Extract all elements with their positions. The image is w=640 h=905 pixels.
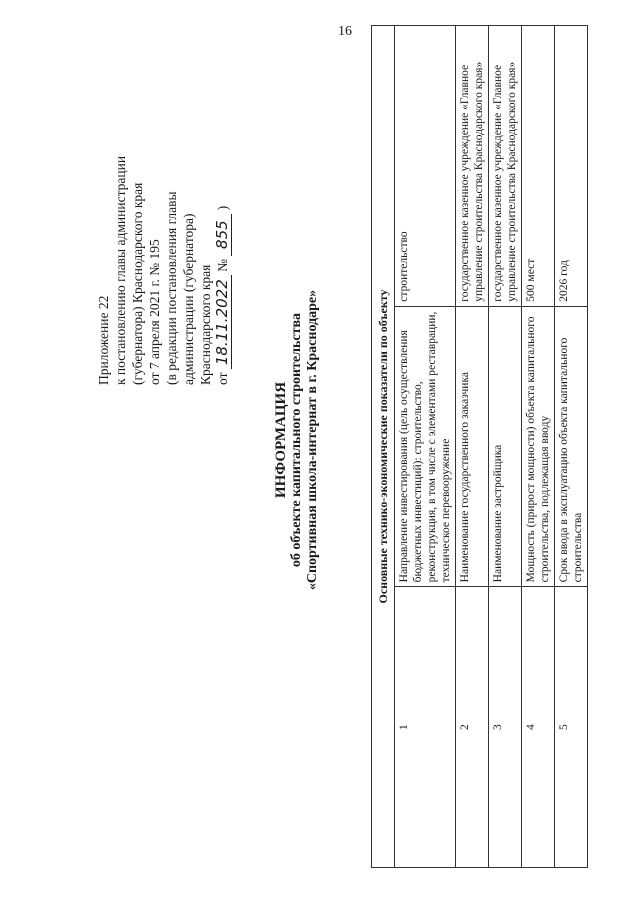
table-row (456, 26, 489, 868)
row-number: 3 (489, 587, 522, 868)
row-value: строительство (395, 26, 456, 307)
table-row (489, 26, 522, 868)
row-label: Мощность (прирост мощности) объекта капитального строительства, подлежащая вводу (522, 306, 555, 587)
annex-line: (в редакции постановления главы (164, 191, 179, 385)
table-row (522, 26, 555, 868)
row-number: 4 (522, 587, 555, 868)
date-prefix: от (215, 372, 230, 385)
annex-line: от 7 апреля 2021 г. № 195 (147, 239, 162, 385)
row-label: Наименование государственного заказчика (456, 306, 489, 587)
title-main: ИНФОРМАЦИЯ (273, 381, 289, 499)
annex-line: Краснодарского края (198, 264, 213, 385)
annex-date-line (214, 55, 232, 385)
handwritten-date: 18.11.2022 (213, 275, 232, 369)
row-value: государственное казенное учреждение «Главное управление строительства Краснодарского края» (456, 26, 489, 307)
row-value: 500 мест (522, 26, 555, 307)
annex-line: к постановлению главы администрации (113, 155, 128, 385)
indicators-table (371, 25, 588, 868)
row-number: 1 (395, 587, 456, 868)
annex-line: (губернатора) Краснодарского края (130, 182, 145, 385)
row-label: Срок ввода в эксплуатацию объекта капитального строительства (555, 306, 588, 587)
row-label: Наименование застройщика (489, 306, 522, 587)
rotated-page-content (45, 10, 600, 870)
table-row (395, 26, 456, 868)
row-label: Направление инвестирования (цель осуществления бюджетных инвестиций): строительство, реконструкция, в том числе с элементами реставрации, техническое перевооружение (395, 306, 456, 587)
title-object-name: «Спортивная школа-интернат в г. Краснодаре» (305, 289, 320, 591)
handwritten-number: 855 (214, 214, 232, 256)
table-header: Основные технико-экономические показатели по объекту (372, 26, 395, 868)
table-header-row (372, 26, 395, 868)
annex-block (95, 55, 232, 385)
row-value: государственное казенное учреждение «Главное управление строительства Краснодарского края» (489, 26, 522, 307)
page-number: 16 (338, 24, 352, 39)
annex-line: администрации (губернатора) (181, 213, 196, 385)
annex-title: Приложение 22 (96, 295, 111, 385)
row-number: 5 (555, 587, 588, 868)
row-value: 2026 год (555, 26, 588, 307)
number-prefix: № (215, 258, 230, 272)
closing-paren: ) (215, 205, 230, 211)
document-title (273, 10, 321, 870)
title-subtitle: об объекте капитального строительства (289, 312, 304, 568)
table-row (555, 26, 588, 868)
row-number: 2 (456, 587, 489, 868)
